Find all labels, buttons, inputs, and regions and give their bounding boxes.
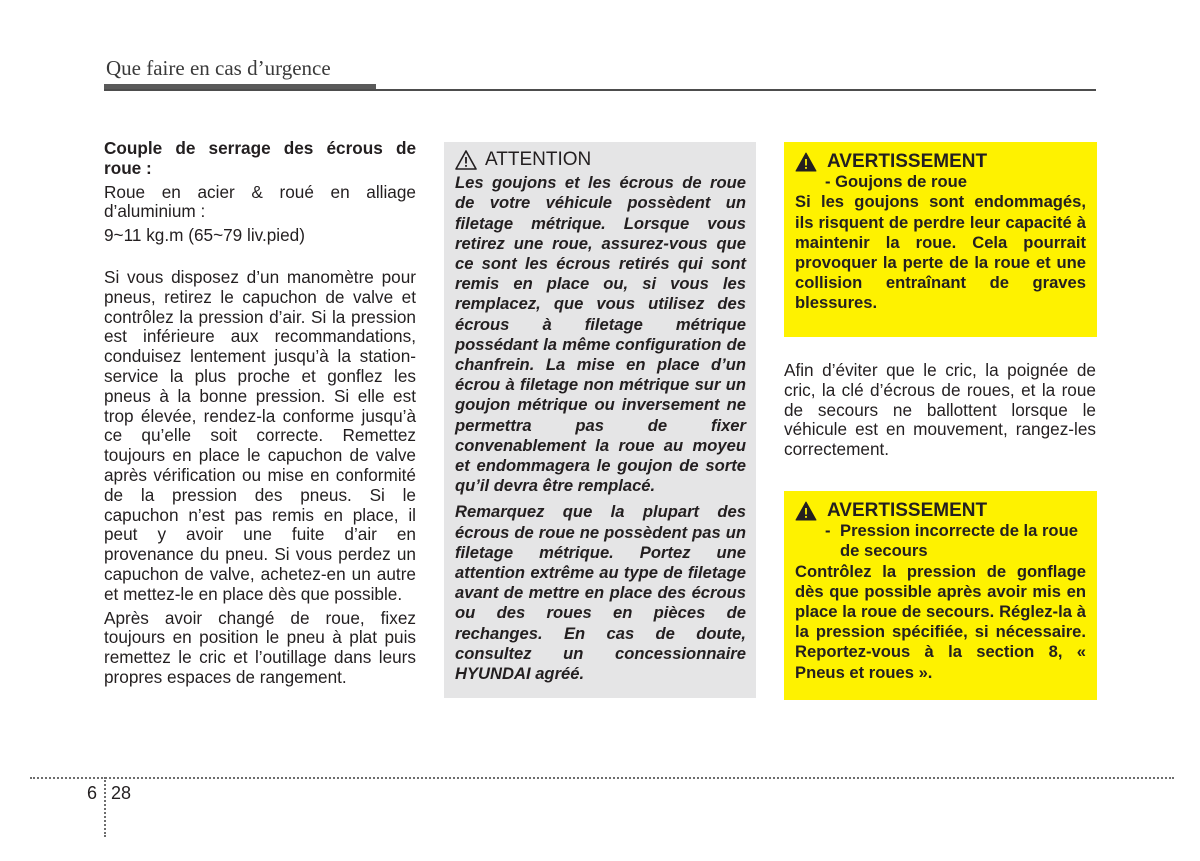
subtitle-dash: - — [825, 521, 831, 541]
attention-title: ATTENTION — [485, 149, 592, 170]
page-number: 28 — [111, 783, 132, 803]
page-section-title: Que faire en cas d’urgence — [106, 56, 331, 80]
attention-paragraph-2: Remarquez que la plupart des écrous de roue ne possèdent pas un filetage métrique. Portez une attention extrême au type de filetage avant de mettre en place des écrous ou des roues en pièces de rechanges. En cas de doute, consultez un concessionnaire HYUNDAI agréé. — [455, 502, 746, 684]
warning-header — [795, 152, 1086, 172]
warning-body: Contrôlez la pression de gonflage dès que possible après avoir mis en place la roue de secours. Réglez-la à la pression spécifiée, si nécessaire. Reportez-vous à la section 8, « Pneus et roues ». — [795, 561, 1086, 682]
storage-column — [784, 361, 1096, 460]
attention-header — [455, 150, 746, 170]
subtitle-text: Pression incorrecte de la roue de secours — [840, 521, 1078, 561]
warning-triangle-icon — [795, 501, 817, 521]
wheel-type-text: Roue en acier & roué en alliage d’aluminium : — [104, 181, 416, 222]
chapter-number: 6 — [87, 783, 98, 803]
torque-heading: Couple de serrage des écrous de roue : — [104, 138, 416, 178]
warning-header — [795, 501, 1086, 521]
footer-divider — [30, 777, 1174, 779]
warning-subtitle: - Goujons de roue — [825, 172, 967, 192]
storage-paragraph: Afin d’éviter que le cric, la poignée de cric, la clé d’écrous de roues, et la roue de secours ne ballottent lorsque le véhicule est en mouvement, rangez-les correctement. — [784, 360, 1096, 460]
warning-subtitle — [795, 521, 1086, 561]
after-change-paragraph: Après avoir changé de roue, fixez toujours en position le pneu à plat puis remettez le cric et l’outillage dans leurs propres espaces de rangement. — [104, 607, 416, 687]
torque-value: 9~11 kg.m (65~79 liv.pied) — [104, 225, 305, 246]
warning-triangle-icon — [795, 152, 817, 172]
warning-box-spare-pressure — [784, 491, 1097, 700]
torque-column — [104, 139, 416, 688]
warning-title: AVERTISSEMENT — [827, 500, 988, 521]
header-rule — [104, 89, 1096, 91]
warning-title: AVERTISSEMENT — [827, 151, 988, 172]
warning-box-wheel-studs — [784, 142, 1097, 337]
warning-triangle-icon — [455, 150, 477, 170]
footer-vertical-divider — [104, 777, 106, 837]
warning-body: Si les goujons sont endommagés, ils risquent de perdre leur capacité à maintenir la roue. Cela pourrait provoquer la perte de la roue et une collision entraînant de graves blessures. — [795, 192, 1086, 313]
tire-pressure-paragraph: Si vous disposez d’un manomètre pour pneus, retirez le capuchon de valve et contrôlez la pression d’air. Si la pression est inférieure aux recommandations, conduisez lentement jusqu’à la station-service la plus proche et gonflez les pneus à la bonne pression. Si elle est trop élevée, rendez-la conforme jusqu’à ce qu’elle soit correcte. Remettez toujours en place le capuchon de valve après vérification ou mise en conformité de la pression des pneus. Si le capuchon n’est pas remis en place, il peut y avoir une fuite d’air en provenance du pneu. Si vous perdez un capuchon de valve, achetez-en un autre et mettez-le en place dès que possible. — [104, 266, 416, 604]
attention-box — [444, 142, 756, 698]
attention-paragraph-1: Les goujons et les écrous de roue de votre véhicule possèdent un filetage métrique. Lorsque vous retirez une roue, assurez-vous que ce sont les écrous retirés qui sont remis en place ou, si vous les remplacez, que vous utilisez des écrous à filetage métrique possédant la même configuration de chanfrein. La mise en place d’un écrou à filetage non métrique sur un goujon métrique ou inversement ne permettra pas de fixer convenablement la roue au moyeu et endommagera le goujon de sorte qu’il devra être remplacé. — [455, 173, 746, 496]
